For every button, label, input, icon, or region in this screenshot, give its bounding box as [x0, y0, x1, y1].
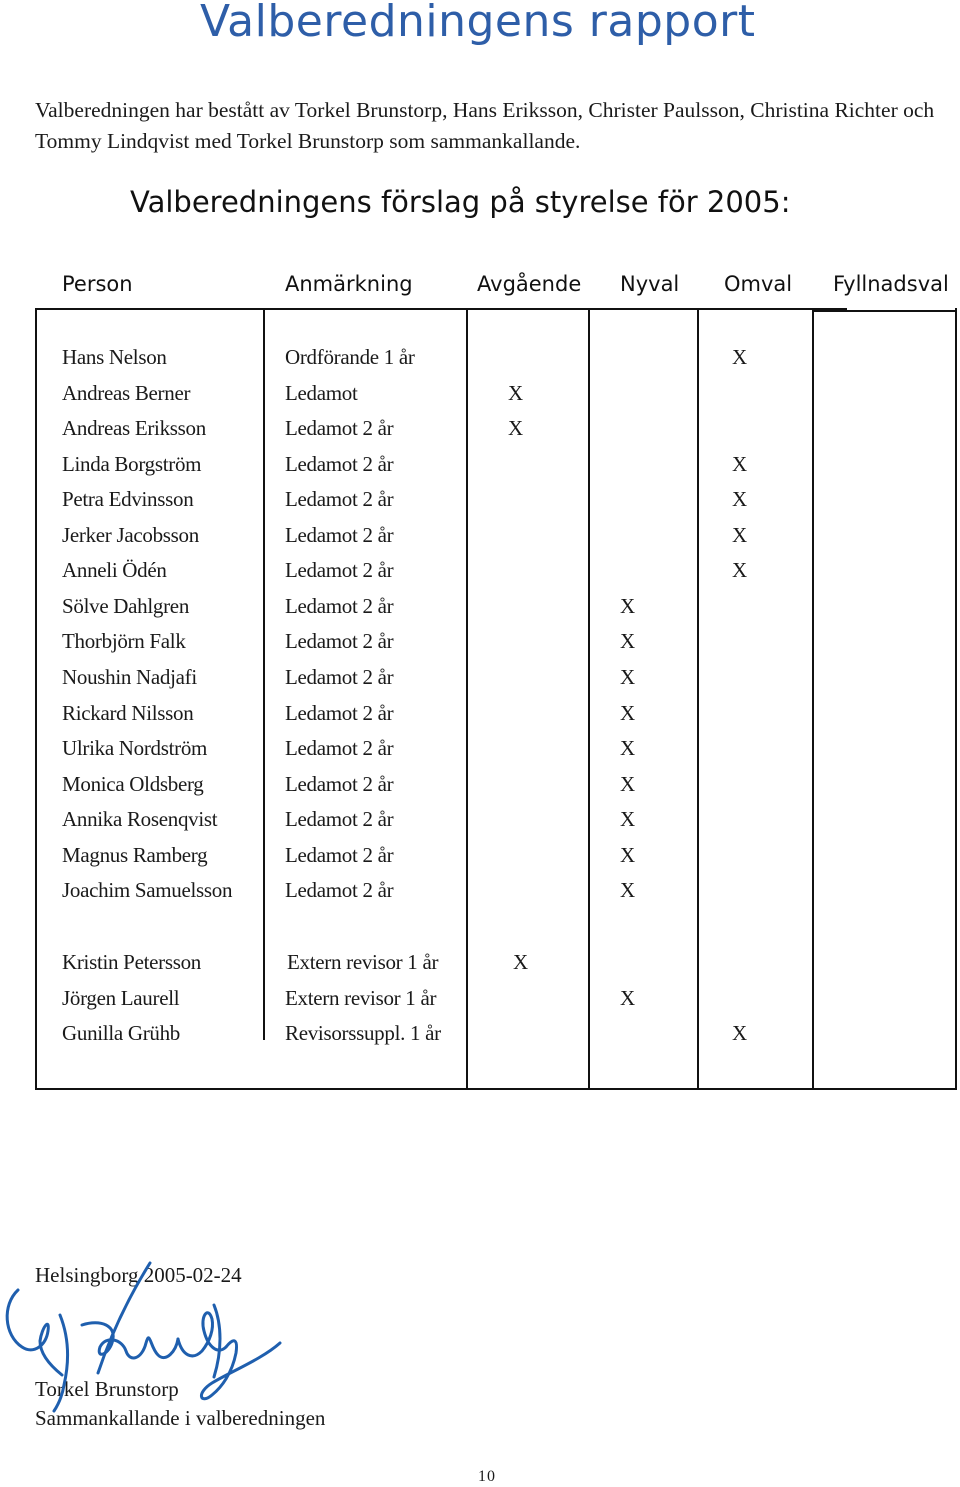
- signature-stroke: [7, 1290, 62, 1375]
- person-name: Thorbjörn Falk: [62, 629, 186, 654]
- table-row: [0, 589, 960, 623]
- person-name: Rickard Nilsson: [62, 700, 194, 725]
- table-row: [0, 802, 960, 836]
- person-name: Magnus Ramberg: [62, 842, 208, 867]
- choice-mark: X: [620, 985, 636, 1010]
- table-row: [0, 1016, 960, 1050]
- section-subtitle: Valberedningens förslag på styrelse för 2005:: [130, 185, 791, 219]
- table-row: [0, 981, 960, 1015]
- remark: Ledamot 2 år: [285, 451, 394, 476]
- remark: Ledamot 2 år: [285, 522, 394, 547]
- choice-mark: X: [620, 736, 636, 761]
- remark: Ledamot 2 år: [285, 878, 394, 903]
- remark: Ledamot 2 år: [285, 629, 394, 654]
- person-name: Gunilla Grühb: [62, 1021, 180, 1046]
- page-title: Valberedningens rapport: [200, 0, 756, 47]
- table-row: [0, 482, 960, 516]
- column-header-leaving: Avgående: [477, 272, 582, 296]
- table-row: [0, 624, 960, 658]
- person-name: Jörgen Laurell: [62, 985, 180, 1010]
- table-top-border-right: [814, 310, 957, 312]
- table-row: [0, 873, 960, 907]
- choice-mark: X: [732, 345, 748, 369]
- column-header-reelect: Omval: [724, 272, 793, 296]
- column-header-fill: Fyllnadsval: [833, 272, 949, 296]
- remark: Extern revisor 1 år: [285, 985, 437, 1010]
- column-header-note: Anmärkning: [285, 272, 413, 296]
- remark: Ledamot 2 år: [285, 558, 394, 583]
- page-number: 10: [478, 1468, 496, 1485]
- remark: Ledamot 2 år: [285, 664, 394, 689]
- choice-mark: X: [620, 700, 636, 725]
- person-name: Hans Nelson: [62, 345, 167, 369]
- person-name: Petra Edvinsson: [62, 487, 194, 512]
- choice-mark: X: [620, 842, 636, 867]
- person-name: Sölve Dahlgren: [62, 593, 190, 618]
- remark: Revisorssuppl. 1 år: [285, 1021, 441, 1046]
- table-row: [0, 838, 960, 872]
- choice-mark: X: [732, 1021, 748, 1046]
- person-name: Ulrika Nordström: [62, 736, 208, 761]
- choice-mark: X: [732, 487, 748, 512]
- remark: Ledamot 2 år: [285, 736, 394, 761]
- choice-mark: X: [620, 771, 636, 796]
- choice-mark: X: [620, 593, 636, 618]
- choice-mark: X: [513, 950, 529, 974]
- remark: Ledamot 2 år: [285, 593, 394, 618]
- remark: Ledamot 2 år: [285, 771, 394, 796]
- signature-stroke: [98, 1263, 150, 1373]
- table-top-border: [35, 308, 847, 310]
- choice-mark: X: [732, 522, 748, 547]
- remark: Ledamot 2 år: [285, 807, 394, 832]
- table-row: [0, 340, 960, 374]
- table-row: [0, 553, 960, 587]
- person-name: Annika Rosenqvist: [62, 807, 218, 832]
- choice-mark: X: [620, 629, 636, 654]
- person-name: Andreas Berner: [62, 380, 191, 405]
- person-name: Monica Oldsberg: [62, 771, 204, 796]
- signature-stroke: [214, 1305, 220, 1377]
- table-row: [0, 767, 960, 801]
- signer-name: Torkel Brunstorp: [35, 1377, 179, 1401]
- person-name: Jerker Jacobsson: [62, 522, 199, 547]
- person-name: Noushin Nadjafi: [62, 664, 197, 689]
- table-row: [0, 696, 960, 730]
- intro-paragraph: Valberedningen har bestått av Torkel Brunstorp, Hans Eriksson, Christer Paulsson, Christina Richter och Tommy Lindqvist med Torkel Brunstorp som sammankallande.: [35, 98, 935, 153]
- person-name: Andreas Eriksson: [62, 416, 206, 441]
- choice-mark: X: [732, 558, 748, 583]
- signature-stroke: [82, 1323, 178, 1358]
- table-row: [0, 411, 960, 445]
- table-row: [0, 731, 960, 765]
- column-header-person: Person: [62, 272, 133, 296]
- person-name: Anneli Ödén: [62, 558, 167, 583]
- table-row: [0, 660, 960, 694]
- choice-mark: X: [732, 451, 748, 476]
- handwritten-signature: [0, 1255, 300, 1425]
- person-name: Linda Borgström: [62, 451, 202, 476]
- table-row: [0, 447, 960, 481]
- choice-mark: X: [508, 380, 524, 405]
- remark: Extern revisor 1 år: [287, 950, 439, 974]
- choice-mark: X: [620, 807, 636, 832]
- place-date: Helsingborg 2005-02-24: [35, 1263, 242, 1287]
- remark: Ledamot 2 år: [285, 487, 394, 512]
- remark: Ledamot: [285, 380, 358, 405]
- table-row: [0, 376, 960, 410]
- table-row: [0, 945, 960, 979]
- remark: Ledamot 2 år: [285, 416, 394, 441]
- signature-stroke: [54, 1315, 67, 1411]
- signer-role: Sammankallande i valberedningen: [35, 1406, 326, 1430]
- choice-mark: X: [620, 878, 636, 903]
- person-name: Joachim Samuelsson: [62, 878, 233, 903]
- choice-mark: X: [508, 416, 524, 441]
- table-row: [0, 518, 960, 552]
- remark: Ordförande 1 år: [285, 345, 415, 369]
- choice-mark: X: [620, 664, 636, 689]
- remark: Ledamot 2 år: [285, 842, 394, 867]
- person-name: Kristin Petersson: [62, 950, 201, 974]
- column-header-new: Nyval: [620, 272, 680, 296]
- remark: Ledamot 2 år: [285, 700, 394, 725]
